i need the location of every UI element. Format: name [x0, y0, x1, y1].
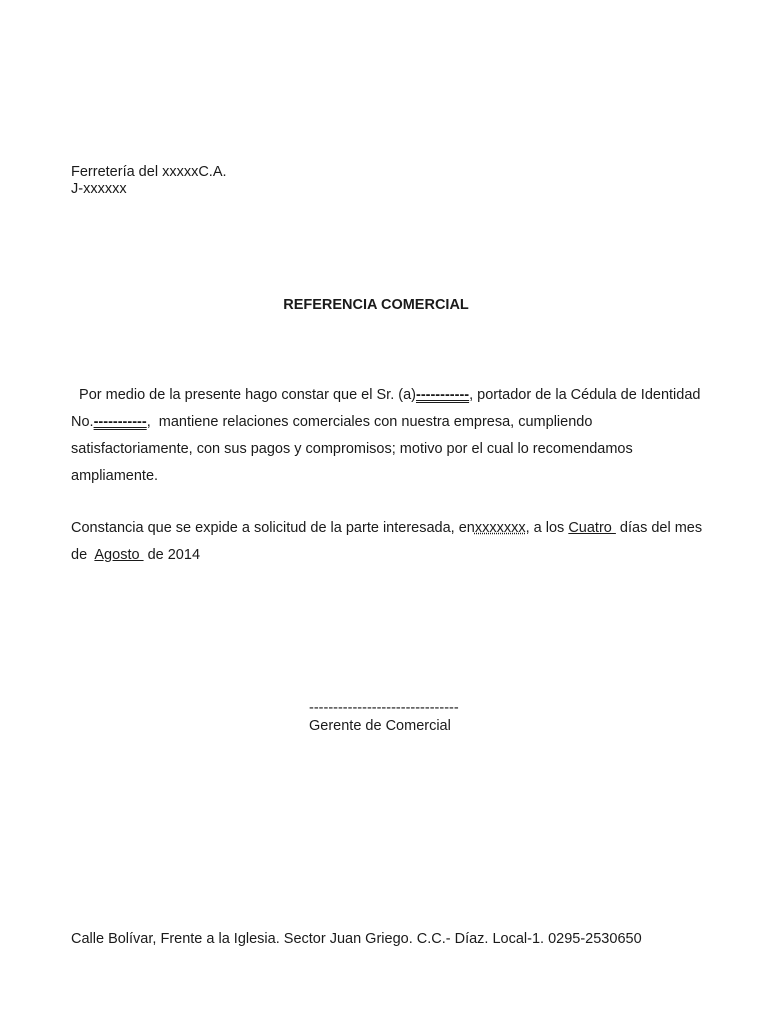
id-number-blank: -----------	[93, 414, 147, 430]
company-name: Ferretería del xxxxxC.A.	[71, 164, 227, 180]
paragraph-reference	[71, 382, 703, 490]
day-field: Cuatro	[568, 520, 616, 536]
signature-block	[309, 699, 459, 735]
place-blank: xxxxxxx	[474, 520, 526, 536]
sender-block	[71, 164, 227, 198]
paragraph-text: días del mes de	[71, 520, 703, 563]
footer-address: Calle Bolívar, Frente a la Iglesia. Sector Juan Griego. C.C.- Díaz. Local-1. 0295-2530650	[71, 931, 642, 947]
name-blank: -----------	[415, 387, 470, 403]
company-rif: J-xxxxxx	[71, 181, 127, 197]
signer-role: Gerente de Comercial	[309, 718, 451, 734]
paragraph-issuance	[71, 515, 703, 569]
signature-line: -------------------------------	[309, 700, 459, 716]
document-title: REFERENCIA COMERCIAL	[283, 297, 469, 313]
month-field: Agosto	[94, 547, 144, 563]
paragraph-text: , portador de la Cédula de Identidad No.	[71, 387, 701, 430]
paragraph-text: Por medio de la presente hago constar que el Sr. (a)	[71, 387, 416, 403]
paragraph-text: , a los	[525, 520, 569, 536]
paragraph-text: , mantiene relaciones comerciales con nuestra empresa, cumpliendo satisfactoriamente, con sus pagos y compromisos; motivo por el cual lo recomendamos ampliamente.	[71, 414, 633, 484]
paragraph-text: de 2014	[143, 547, 201, 563]
paragraph-text: Constancia que se expide a solicitud de la parte interesada, en	[71, 520, 475, 536]
